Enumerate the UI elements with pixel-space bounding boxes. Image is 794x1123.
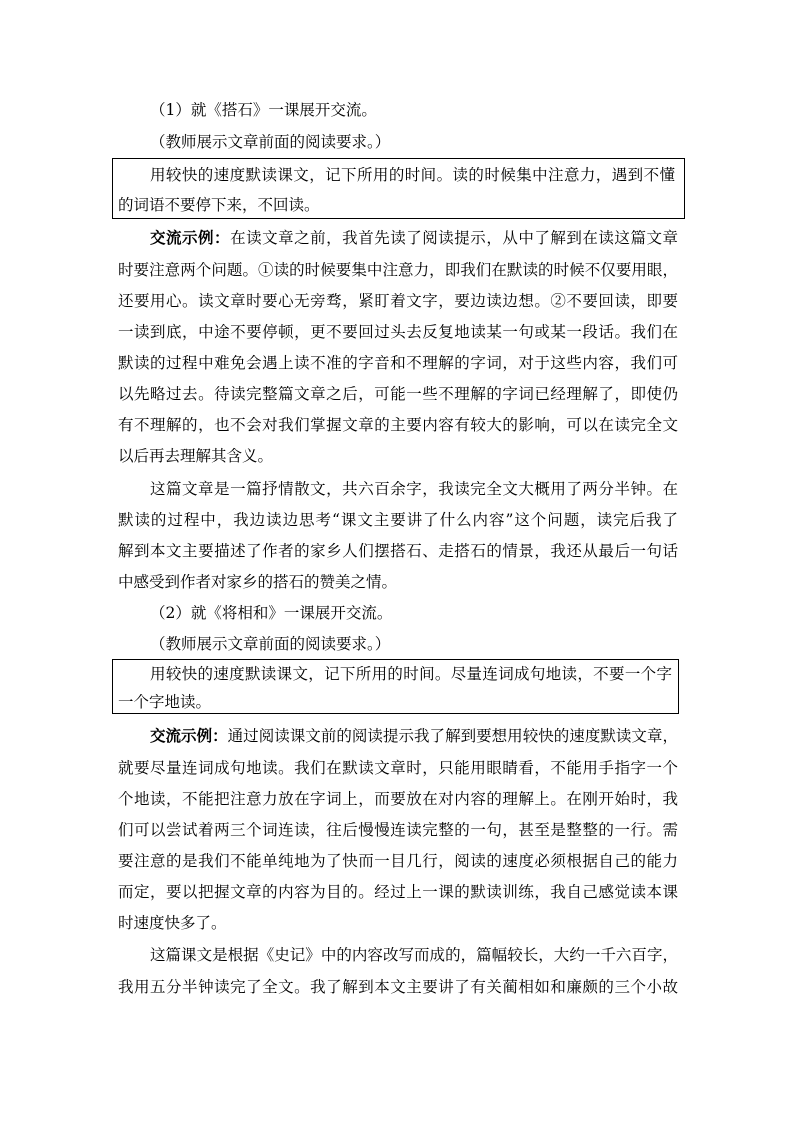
section1-example-line: 还要用心。读文章时要心无旁骛，紧盯着文字，要边读边想。②不要回读，即要	[118, 292, 678, 310]
section1-para2-line: 解到本文主要描述了作者的家乡人们摆搭石、走搭石的情景，我还从最后一句话	[118, 542, 678, 560]
section1-note: （教师展示文章前面的阅读要求。）	[150, 133, 391, 151]
example-text: 通过阅读课文前的阅读提示我了解到要想用较快的速度默读文章，	[227, 727, 678, 745]
section2-example-line: 时速度快多了。	[118, 914, 227, 932]
section2-para2-line: 我用五分半钟读完了全文。我了解到本文主要讲了有关蔺相如和廉颇的三个小故	[118, 978, 678, 996]
section1-requirement-line: 用较快的速度默读课文，记下所用的时间。读的时候集中注意力，遇到不懂	[150, 166, 675, 184]
section2-example-line: 个地读，不能把注意力放在字词上，而要放在对内容的理解上。在刚开始时，我	[118, 790, 678, 808]
section1-example-line: 默读的过程中难免会遇上读不准的字音和不理解的字词，对于这些内容，我们可	[118, 354, 678, 372]
section2-example-line: 要注意的是我们不能单纯地为了快而一目几行，阅读的速度必须根据自己的能力	[118, 852, 678, 870]
section1-para2-line: 这篇文章是一篇抒情散文，共六百余字，我读完全文大概用了两分半钟。在	[150, 480, 678, 498]
section2-example-first-line	[150, 726, 678, 746]
section1-heading: （1）就《搭石》一课展开交流。	[150, 101, 377, 119]
section1-example-line: 有不理解的，也不会对我们掌握文章的主要内容有较大的影响，可以在读完全文	[118, 416, 678, 434]
section1-example-line: 以后再去理解其含义。	[118, 447, 274, 465]
section1-example-first-line	[150, 228, 678, 248]
section1-requirement-line: 的词语不要停下来，不回读。	[118, 196, 320, 214]
section2-note: （教师展示文章前面的阅读要求。）	[150, 635, 391, 653]
example-label: 交流示例：	[150, 726, 228, 745]
section2-example-line: 而定，要以把握文章的内容为目的。经过上一课的默读训练，我自己感觉读本课	[118, 883, 678, 901]
section2-example-line: 们可以尝试着两三个词连读，往后慢慢连读完整的一句，甚至是整整的一行。需	[118, 821, 678, 839]
section1-example-line: 时要注意两个问题。①读的时候要集中注意力，即我们在默读的时候不仅要用眼，	[118, 261, 678, 279]
section1-para2-line: 默读的过程中，我边读边思考“课文主要讲了什么内容”这个问题，读完后我了	[118, 511, 678, 529]
section2-requirement-line: 用较快的速度默读课文，记下所用的时间。尽量连词成句地读，不要一个字	[150, 665, 672, 683]
section2-example-line: 就要尽量连词成句地读。我们在默读文章时，只能用眼睛看，不能用手指字一个	[118, 759, 678, 777]
section1-example-line: 以先略过去。待读完整篇文章之后，可能一些不理解的字词已经理解了，即使仍	[118, 385, 678, 403]
section2-requirement-line: 一个字地读。	[118, 693, 212, 711]
section1-example-line: 一读到底，中途不要停顿，更不要回过头去反复地读某一句或某一段话。我们在	[118, 323, 678, 341]
section2-para2-line: 这篇课文是根据《史记》中的内容改写而成的，篇幅较长，大约一千六百字，	[150, 946, 678, 964]
example-text: 在读文章之前，我首先读了阅读提示，从中了解到在读这篇文章	[230, 229, 678, 247]
section2-heading: （2）就《将相和》一课展开交流。	[150, 604, 393, 622]
section1-para2-line: 中感受到作者对家乡的搭石的赞美之情。	[118, 573, 398, 591]
example-label: 交流示例：	[150, 228, 231, 247]
